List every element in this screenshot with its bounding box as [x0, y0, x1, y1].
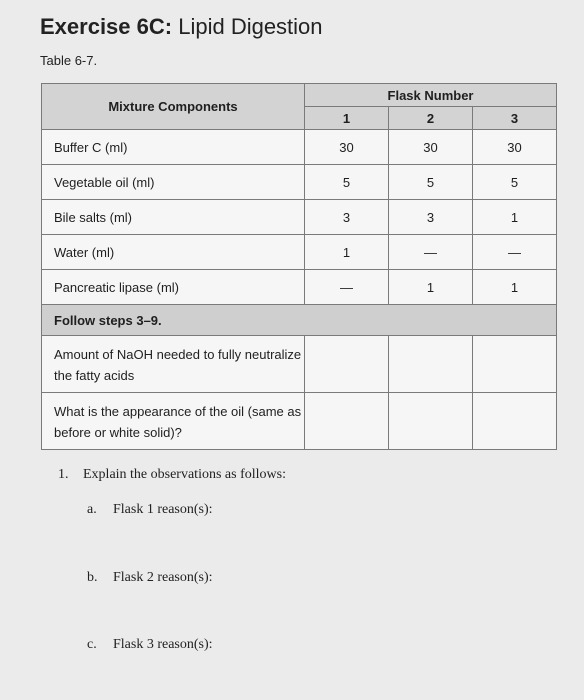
flask-1-header: 1: [305, 107, 389, 130]
page-title: [40, 12, 323, 42]
question-c-letter: c.: [87, 637, 97, 652]
cell-value: 30: [305, 130, 389, 165]
cell-value: —: [305, 270, 389, 305]
cell-value: —: [389, 235, 473, 270]
row-label-vegetable-oil: Vegetable oil (ml): [42, 165, 305, 200]
follow-steps-label: Follow steps 3–9.: [42, 305, 557, 336]
row-label-bile-salts: Bile salts (ml): [42, 200, 305, 235]
question-a-text: Flask 1 reason(s):: [113, 502, 213, 517]
table-caption: Table 6-7.: [40, 53, 98, 68]
cell-value: 3: [389, 200, 473, 235]
question-a-letter: a.: [87, 502, 97, 517]
answer-cell-flask-1[interactable]: [305, 336, 389, 393]
question-b-text: Flask 2 reason(s):: [113, 570, 213, 585]
cell-value: 30: [473, 130, 557, 165]
row-label-pancreatic-lipase: Pancreatic lipase (ml): [42, 270, 305, 305]
table-row: [42, 165, 557, 200]
table-row: [42, 200, 557, 235]
row-label-naoh-amount: Amount of NaOH needed to fully neutralize the fatty acids: [42, 336, 305, 393]
answer-cell-flask-2[interactable]: [389, 336, 473, 393]
steps-row: [42, 305, 557, 336]
row-label-buffer: Buffer C (ml): [42, 130, 305, 165]
table-row: [42, 270, 557, 305]
answer-cell-flask-3[interactable]: [473, 393, 557, 450]
flask-3-header: 3: [473, 107, 557, 130]
table-row: [42, 130, 557, 165]
answer-cell-flask-1[interactable]: [305, 393, 389, 450]
cell-value: 5: [389, 165, 473, 200]
cell-value: 5: [305, 165, 389, 200]
cell-value: —: [473, 235, 557, 270]
cell-value: 30: [389, 130, 473, 165]
exercise-title: Lipid Digestion: [178, 14, 323, 39]
table-row: [42, 336, 557, 393]
question-c-text: Flask 3 reason(s):: [113, 637, 213, 652]
question-1-text: Explain the observations as follows:: [83, 467, 286, 482]
table-row: [42, 235, 557, 270]
table-row: [42, 393, 557, 450]
cell-value: 3: [305, 200, 389, 235]
cell-value: 1: [473, 270, 557, 305]
flask-number-header: Flask Number: [305, 84, 557, 107]
lipid-digestion-table: [41, 83, 557, 450]
exercise-label: Exercise 6C:: [40, 14, 173, 39]
row-label-oil-appearance: What is the appearance of the oil (same as before or white solid)?: [42, 393, 305, 450]
answer-cell-flask-3[interactable]: [473, 336, 557, 393]
mixture-components-header: Mixture Components: [42, 84, 305, 130]
cell-value: 1: [389, 270, 473, 305]
question-1-number: 1.: [58, 467, 69, 482]
row-label-water: Water (ml): [42, 235, 305, 270]
cell-value: 5: [473, 165, 557, 200]
flask-2-header: 2: [389, 107, 473, 130]
cell-value: 1: [473, 200, 557, 235]
cell-value: 1: [305, 235, 389, 270]
question-b-letter: b.: [87, 570, 98, 585]
answer-cell-flask-2[interactable]: [389, 393, 473, 450]
